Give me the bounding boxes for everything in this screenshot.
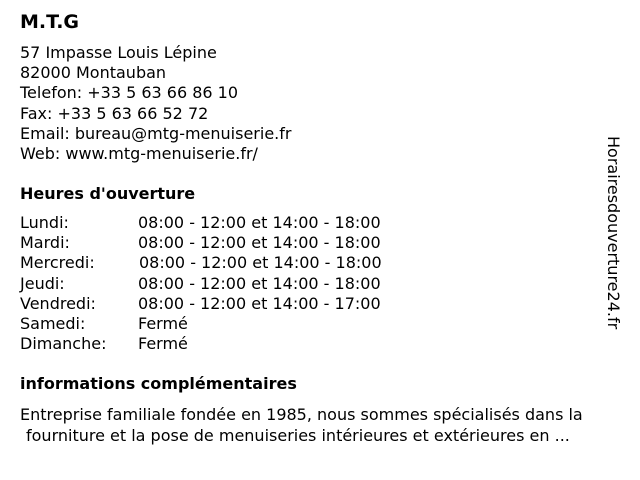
- day-hours: 08:00 - 12:00 et 14:00 - 18:00: [138, 233, 381, 253]
- additional-info-title: informations complémentaires: [20, 374, 297, 393]
- description-line: fourniture et la pose de menuiseries intérieures et extérieures en ...: [26, 426, 570, 445]
- day-label: Vendredi:: [20, 293, 96, 313]
- company-name: M.T.G: [20, 11, 80, 33]
- day-label: Mardi:: [20, 233, 70, 253]
- day-hours: Fermé: [138, 334, 188, 354]
- day-hours: 08:00 - 12:00 et 14:00 - 17:00: [138, 293, 381, 313]
- day-hours: Fermé: [138, 313, 188, 333]
- day-label: Dimanche:: [20, 334, 107, 354]
- day-label: Lundi:: [20, 213, 69, 232]
- opening-hours-title: Heures d'ouverture: [20, 184, 196, 203]
- address-street: 57 Impasse Louis Lépine: [20, 43, 217, 62]
- address-city: 82000 Montauban: [20, 63, 167, 83]
- day-hours: 08:00 - 12:00 et 14:00 - 18:00: [138, 213, 381, 232]
- site-watermark: Horairesdouverture24.fr: [604, 136, 623, 330]
- day-hours: 08:00 - 12:00 et 14:00 - 18:00: [138, 273, 381, 293]
- email-address: Email: bureau@mtg-menuiserie.fr: [20, 123, 292, 143]
- day-label: Samedi:: [20, 313, 86, 333]
- day-label: Mercredi:: [20, 253, 95, 273]
- website: Web: www.mtg-menuiserie.fr/: [20, 144, 258, 164]
- day-hours: 08:00 - 12:00 et 14:00 - 18:00: [139, 253, 382, 273]
- contact-block: [20, 43, 291, 164]
- phone-number: Telefon: +33 5 63 66 86 10: [20, 83, 239, 103]
- description-line: Entreprise familiale fondée en 1985, nous sommes spécialisés dans la: [20, 405, 583, 424]
- fax-number: Fax: +33 5 63 66 52 72: [20, 103, 209, 123]
- day-label: Jeudi:: [20, 273, 65, 293]
- additional-info-text: [20, 404, 632, 446]
